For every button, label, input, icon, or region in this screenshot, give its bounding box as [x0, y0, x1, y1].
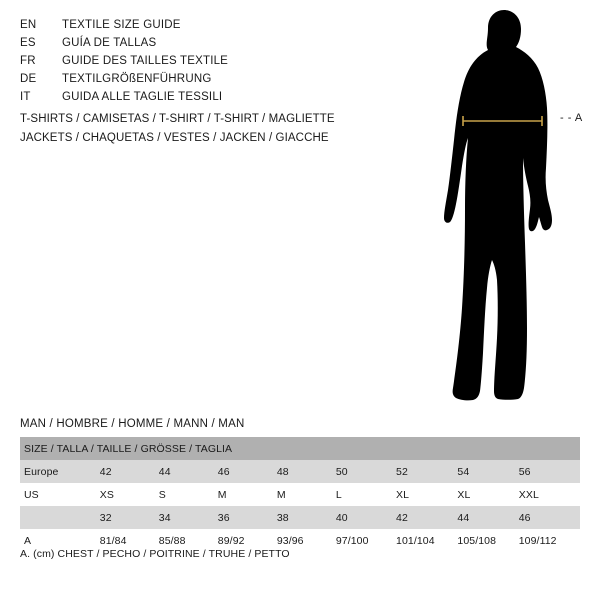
table-cell: M — [218, 483, 277, 506]
table-cell: 42 — [396, 506, 457, 529]
row-label: Europe — [20, 460, 100, 483]
table-cell: 34 — [159, 506, 218, 529]
language-row — [20, 88, 400, 106]
table-cell: 93/96 — [277, 529, 336, 552]
garment-category-block — [20, 110, 420, 148]
language-row — [20, 16, 400, 34]
table-cell: XL — [457, 483, 518, 506]
table-cell: 44 — [457, 506, 518, 529]
table-row — [20, 483, 580, 506]
language-header-block — [20, 16, 400, 106]
row-label: US — [20, 483, 100, 506]
table-header-row — [20, 437, 580, 460]
language-text: GUIDA ALLE TAGLIE TESSILI — [62, 91, 223, 103]
size-table — [20, 437, 580, 552]
table-cell: 40 — [336, 506, 396, 529]
table-cell: 32 — [100, 506, 159, 529]
language-code: ES — [20, 37, 36, 49]
table-cell: 44 — [159, 460, 218, 483]
table-cell: 38 — [277, 506, 336, 529]
row-label — [20, 506, 100, 529]
language-code: DE — [20, 73, 37, 85]
table-cell: 46 — [218, 460, 277, 483]
table-cell: M — [277, 483, 336, 506]
table-cell: 54 — [457, 460, 518, 483]
table-title-man: MAN / HOMBRE / HOMME / MANN / MAN — [20, 418, 245, 430]
table-cell: 50 — [336, 460, 396, 483]
table-cell: XXL — [519, 483, 580, 506]
table-cell: L — [336, 483, 396, 506]
table-cell: 42 — [100, 460, 159, 483]
language-text: GUIDE DES TAILLES TEXTILE — [62, 55, 229, 67]
language-code: FR — [20, 55, 36, 67]
table-cell: 52 — [396, 460, 457, 483]
table-row — [20, 506, 580, 529]
table-cell: 36 — [218, 506, 277, 529]
table-cell: 85/88 — [159, 529, 218, 552]
category-line-jackets: JACKETS / CHAQUETAS / VESTES / JACKEN / GIACCHE — [20, 132, 329, 144]
language-row — [20, 34, 400, 52]
table-cell: 109/112 — [519, 529, 580, 552]
table-cell: 97/100 — [336, 529, 396, 552]
measure-label-a: - - A — [560, 112, 583, 124]
language-row — [20, 52, 400, 70]
language-code: EN — [20, 19, 37, 31]
table-cell: 101/104 — [396, 529, 457, 552]
table-cell: 89/92 — [218, 529, 277, 552]
language-text: TEXTILGRÖßENFÜHRUNG — [62, 73, 212, 85]
category-line-tshirts: T-SHIRTS / CAMISETAS / T-SHIRT / T-SHIRT / MAGLIETTE — [20, 113, 335, 125]
table-header-label: SIZE / TALLA / TAILLE / GRÖSSE / TAGLIA — [20, 437, 580, 460]
figure-illustration — [400, 8, 600, 408]
table-cell: 81/84 — [100, 529, 159, 552]
man-silhouette-icon — [400, 8, 600, 408]
table-row — [20, 460, 580, 483]
table-footnote: A. (cm) CHEST / PECHO / POITRINE / TRUHE / PETTO — [20, 548, 290, 560]
table-cell: XL — [396, 483, 457, 506]
table-cell: XS — [100, 483, 159, 506]
table-cell: 105/108 — [457, 529, 518, 552]
language-code: IT — [20, 91, 31, 103]
size-table-area — [20, 418, 580, 552]
table-cell: 46 — [519, 506, 580, 529]
table-cell: 56 — [519, 460, 580, 483]
language-row — [20, 70, 400, 88]
language-text: TEXTILE SIZE GUIDE — [62, 19, 181, 31]
table-cell: 48 — [277, 460, 336, 483]
language-text: GUÍA DE TALLAS — [62, 37, 157, 49]
row-label: A — [20, 529, 100, 552]
table-cell: S — [159, 483, 218, 506]
